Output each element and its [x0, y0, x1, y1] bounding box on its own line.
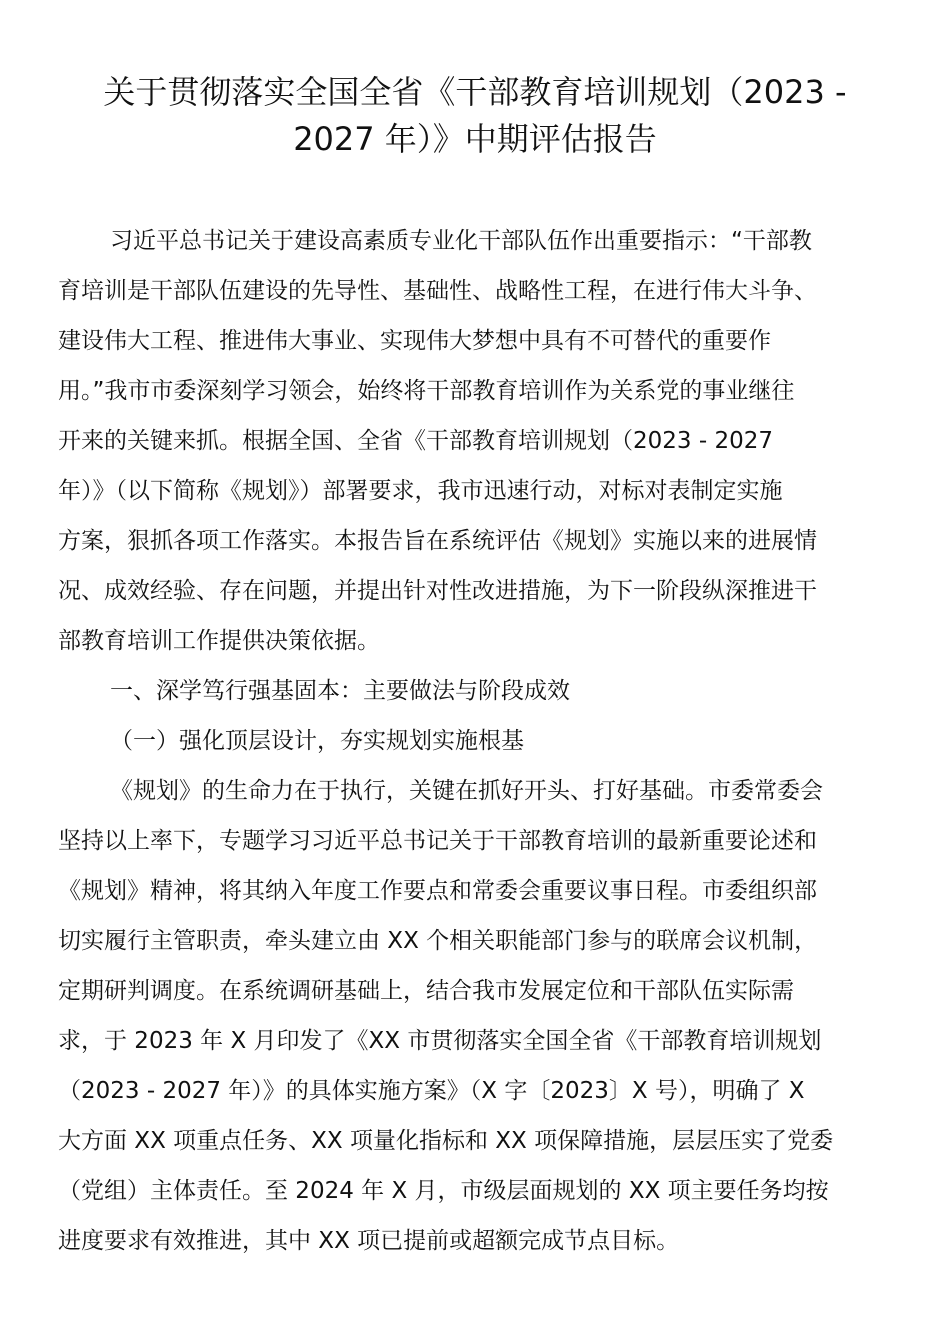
- body-line: 况、成效经验、存在问题，并提出针对性改进措施，为下一阶段纵深推进干: [58, 578, 817, 604]
- title-line-2: 2027 年）》中期评估报告: [293, 120, 657, 158]
- body-line: 《规划》精神，将其纳入年度工作要点和常委会重要议事日程。市委组织部: [58, 878, 817, 904]
- body-line: （一）强化顶层设计，夯实规划实施根基: [110, 728, 524, 754]
- body-line: 《规划》的生命力在于执行，关键在抓好开头、打好基础。市委常委会: [110, 778, 823, 804]
- body-line: 定期研判调度。在系统调研基础上，结合我市发展定位和干部队伍实际需: [58, 978, 794, 1004]
- body-line: （党组）主体责任。至 2024 年 X 月，市级层面规划的 XX 项主要任务均按: [58, 1178, 829, 1204]
- body-line: 一、深学笃行强基固本：主要做法与阶段成效: [110, 678, 570, 704]
- body-line: 年）》（以下简称《规划》）部署要求，我市迅速行动，对标对表制定实施: [58, 478, 783, 504]
- body-line: （2023 - 2027 年）》的具体实施方案》（X 字〔2023〕X 号），明确了 X: [58, 1078, 805, 1104]
- body-line: 建设伟大工程、推进伟大事业、实现伟大梦想中具有不可替代的重要作: [58, 328, 771, 354]
- title-line-1: 关于贯彻落实全国全省《干部教育培训规划（2023 -: [103, 73, 847, 111]
- report-body: [58, 216, 892, 1266]
- body-line: 部教育培训工作提供决策依据。: [58, 628, 380, 654]
- body-line: 方案，狠抓各项工作落实。本报告旨在系统评估《规划》实施以来的进展情: [58, 528, 817, 554]
- body-line: 育培训是干部队伍建设的先导性、基础性、战略性工程，在进行伟大斗争、: [58, 278, 817, 304]
- body-line: 进度要求有效推进，其中 XX 项已提前或超额完成节点目标。: [58, 1228, 680, 1254]
- body-line: 用。”我市市委深刻学习领会，始终将干部教育培训作为关系党的事业继往: [58, 378, 795, 404]
- body-line: 大方面 XX 项重点任务、XX 项量化指标和 XX 项保障措施，层层压实了党委: [58, 1128, 834, 1154]
- body-line: 开来的关键来抓。根据全国、全省《干部教育培训规划（2023 - 2027: [58, 428, 773, 454]
- body-line: 习近平总书记关于建设高素质专业化干部队伍作出重要指示：“干部教: [110, 228, 812, 254]
- body-line: 坚持以上率下，专题学习习近平总书记关于干部教育培训的最新重要论述和: [58, 828, 817, 854]
- body-line: 切实履行主管职责，牵头建立由 XX 个相关职能部门参与的联席会议机制，: [58, 928, 818, 954]
- body-line: 求，于 2023 年 X 月印发了《XX 市贯彻落实全国全省《干部教育培训规划: [58, 1028, 822, 1054]
